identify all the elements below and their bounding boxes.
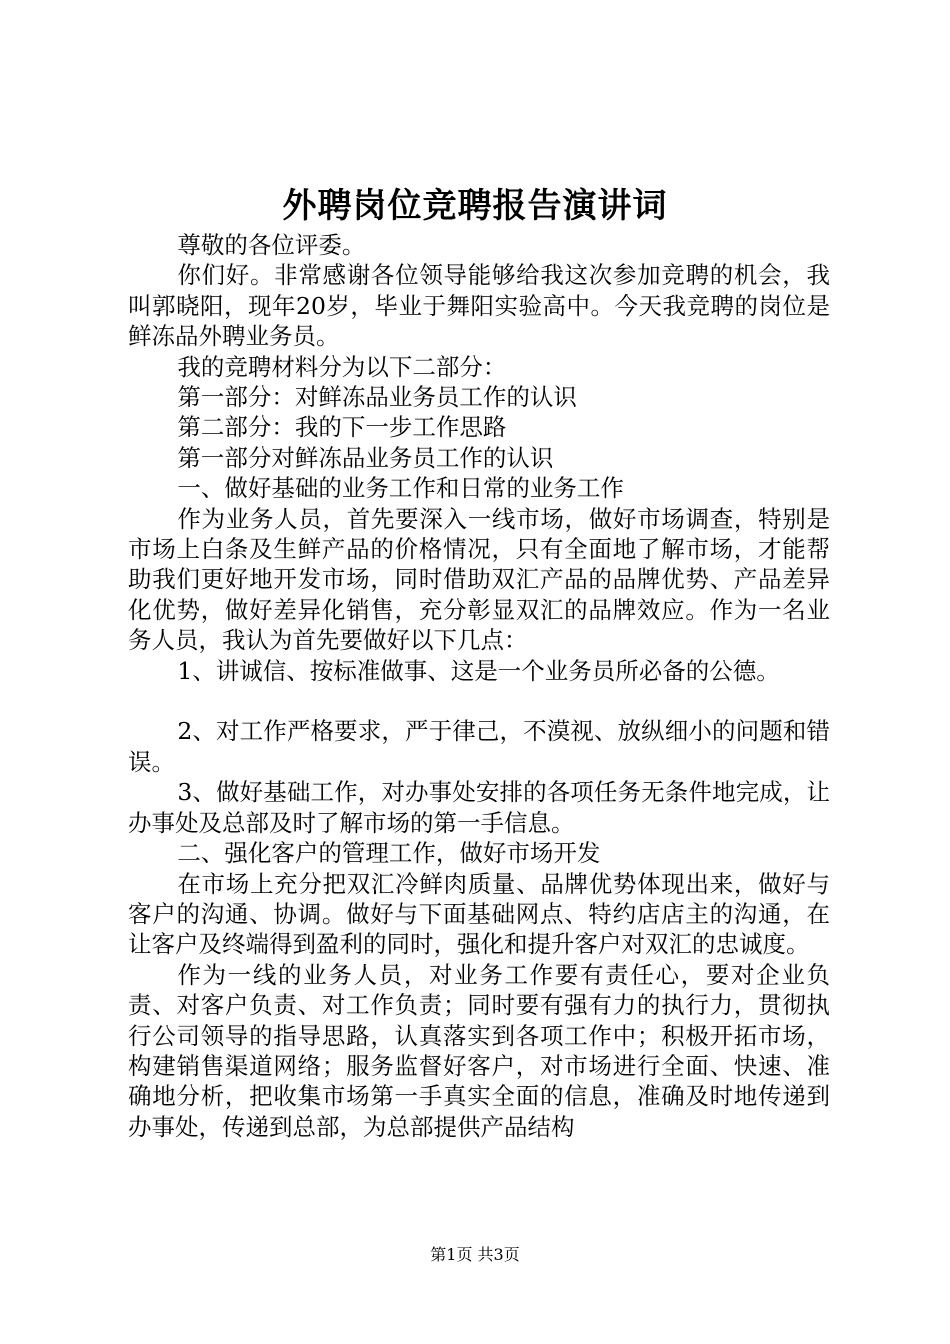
paragraph: 作为一线的业务人员，对业务工作要有责任心，要对企业负责、对客户负责、对工作负责；同时要有强有力的执行力，贯彻执行公司领导的指导思路，认真落实到各项工作中；积极开拓市场，构建销售渠道网络；服务监督好客户，对市场进行全面、快速、准确地分析，把收集市场第一手真实全面的信息，准确及时地传递到办事处，传递到总部，为总部提供产品结构 [128, 960, 830, 1141]
document-title: 外聘岗位竞聘报告演讲词 [282, 186, 668, 226]
list-item: 1、讲诚信、按标准做事、这是一个业务员所必备的公德。 [177, 656, 780, 685]
paragraph: 你们好。非常感谢各位领导能够给我这次参加竞聘的机会，我叫郭晓阳，现年20岁，毕业于舞阳实验高中。今天我竞聘的岗位是鲜冻品外聘业务员。 [128, 261, 830, 351]
subsection-heading: 一、做好基础的业务工作和日常的业务工作 [177, 474, 624, 503]
subsection-heading: 二、强化客户的管理工作，做好市场开发 [177, 839, 601, 868]
paragraph: 我的竞聘材料分为以下二部分： [177, 352, 507, 381]
paragraph: 在市场上充分把双汇冷鲜肉质量、品牌优势体现出来，做好与客户的沟通、协调。做好与下面基础网点、特约店店主的沟通，在让客户及终端得到盈利的同时，强化和提升客户对双汇的忠诚度。 [128, 869, 830, 959]
section-heading: 第一部分对鲜冻品业务员工作的认识 [177, 443, 554, 472]
list-item: 3、做好基础工作，对办事处安排的各项任务无条件地完成，让办事处及总部及时了解市场的第一手信息。 [128, 778, 830, 837]
paragraph: 第一部分：对鲜冻品业务员工作的认识 [177, 383, 577, 412]
paragraph: 第二部分：我的下一步工作思路 [177, 413, 507, 442]
list-item: 2、对工作严格要求，严于律己，不漠视、放纵细小的问题和错误。 [128, 717, 830, 776]
paragraph: 作为业务人员，首先要深入一线市场，做好市场调查，特别是市场上白条及生鲜产品的价格情况，只有全面地了解市场，才能帮助我们更好地开发市场，同时借助双汇产品的品牌优势、产品差异化优势，做好差异化销售，充分彰显双汇的品牌效应。作为一名业务人员，我认为首先要做好以下几点： [128, 504, 830, 655]
paragraph: 尊敬的各位评委。 [177, 231, 366, 259]
page-footer: 第1页 共3页 [430, 1245, 520, 1264]
document-body [128, 230, 830, 1142]
